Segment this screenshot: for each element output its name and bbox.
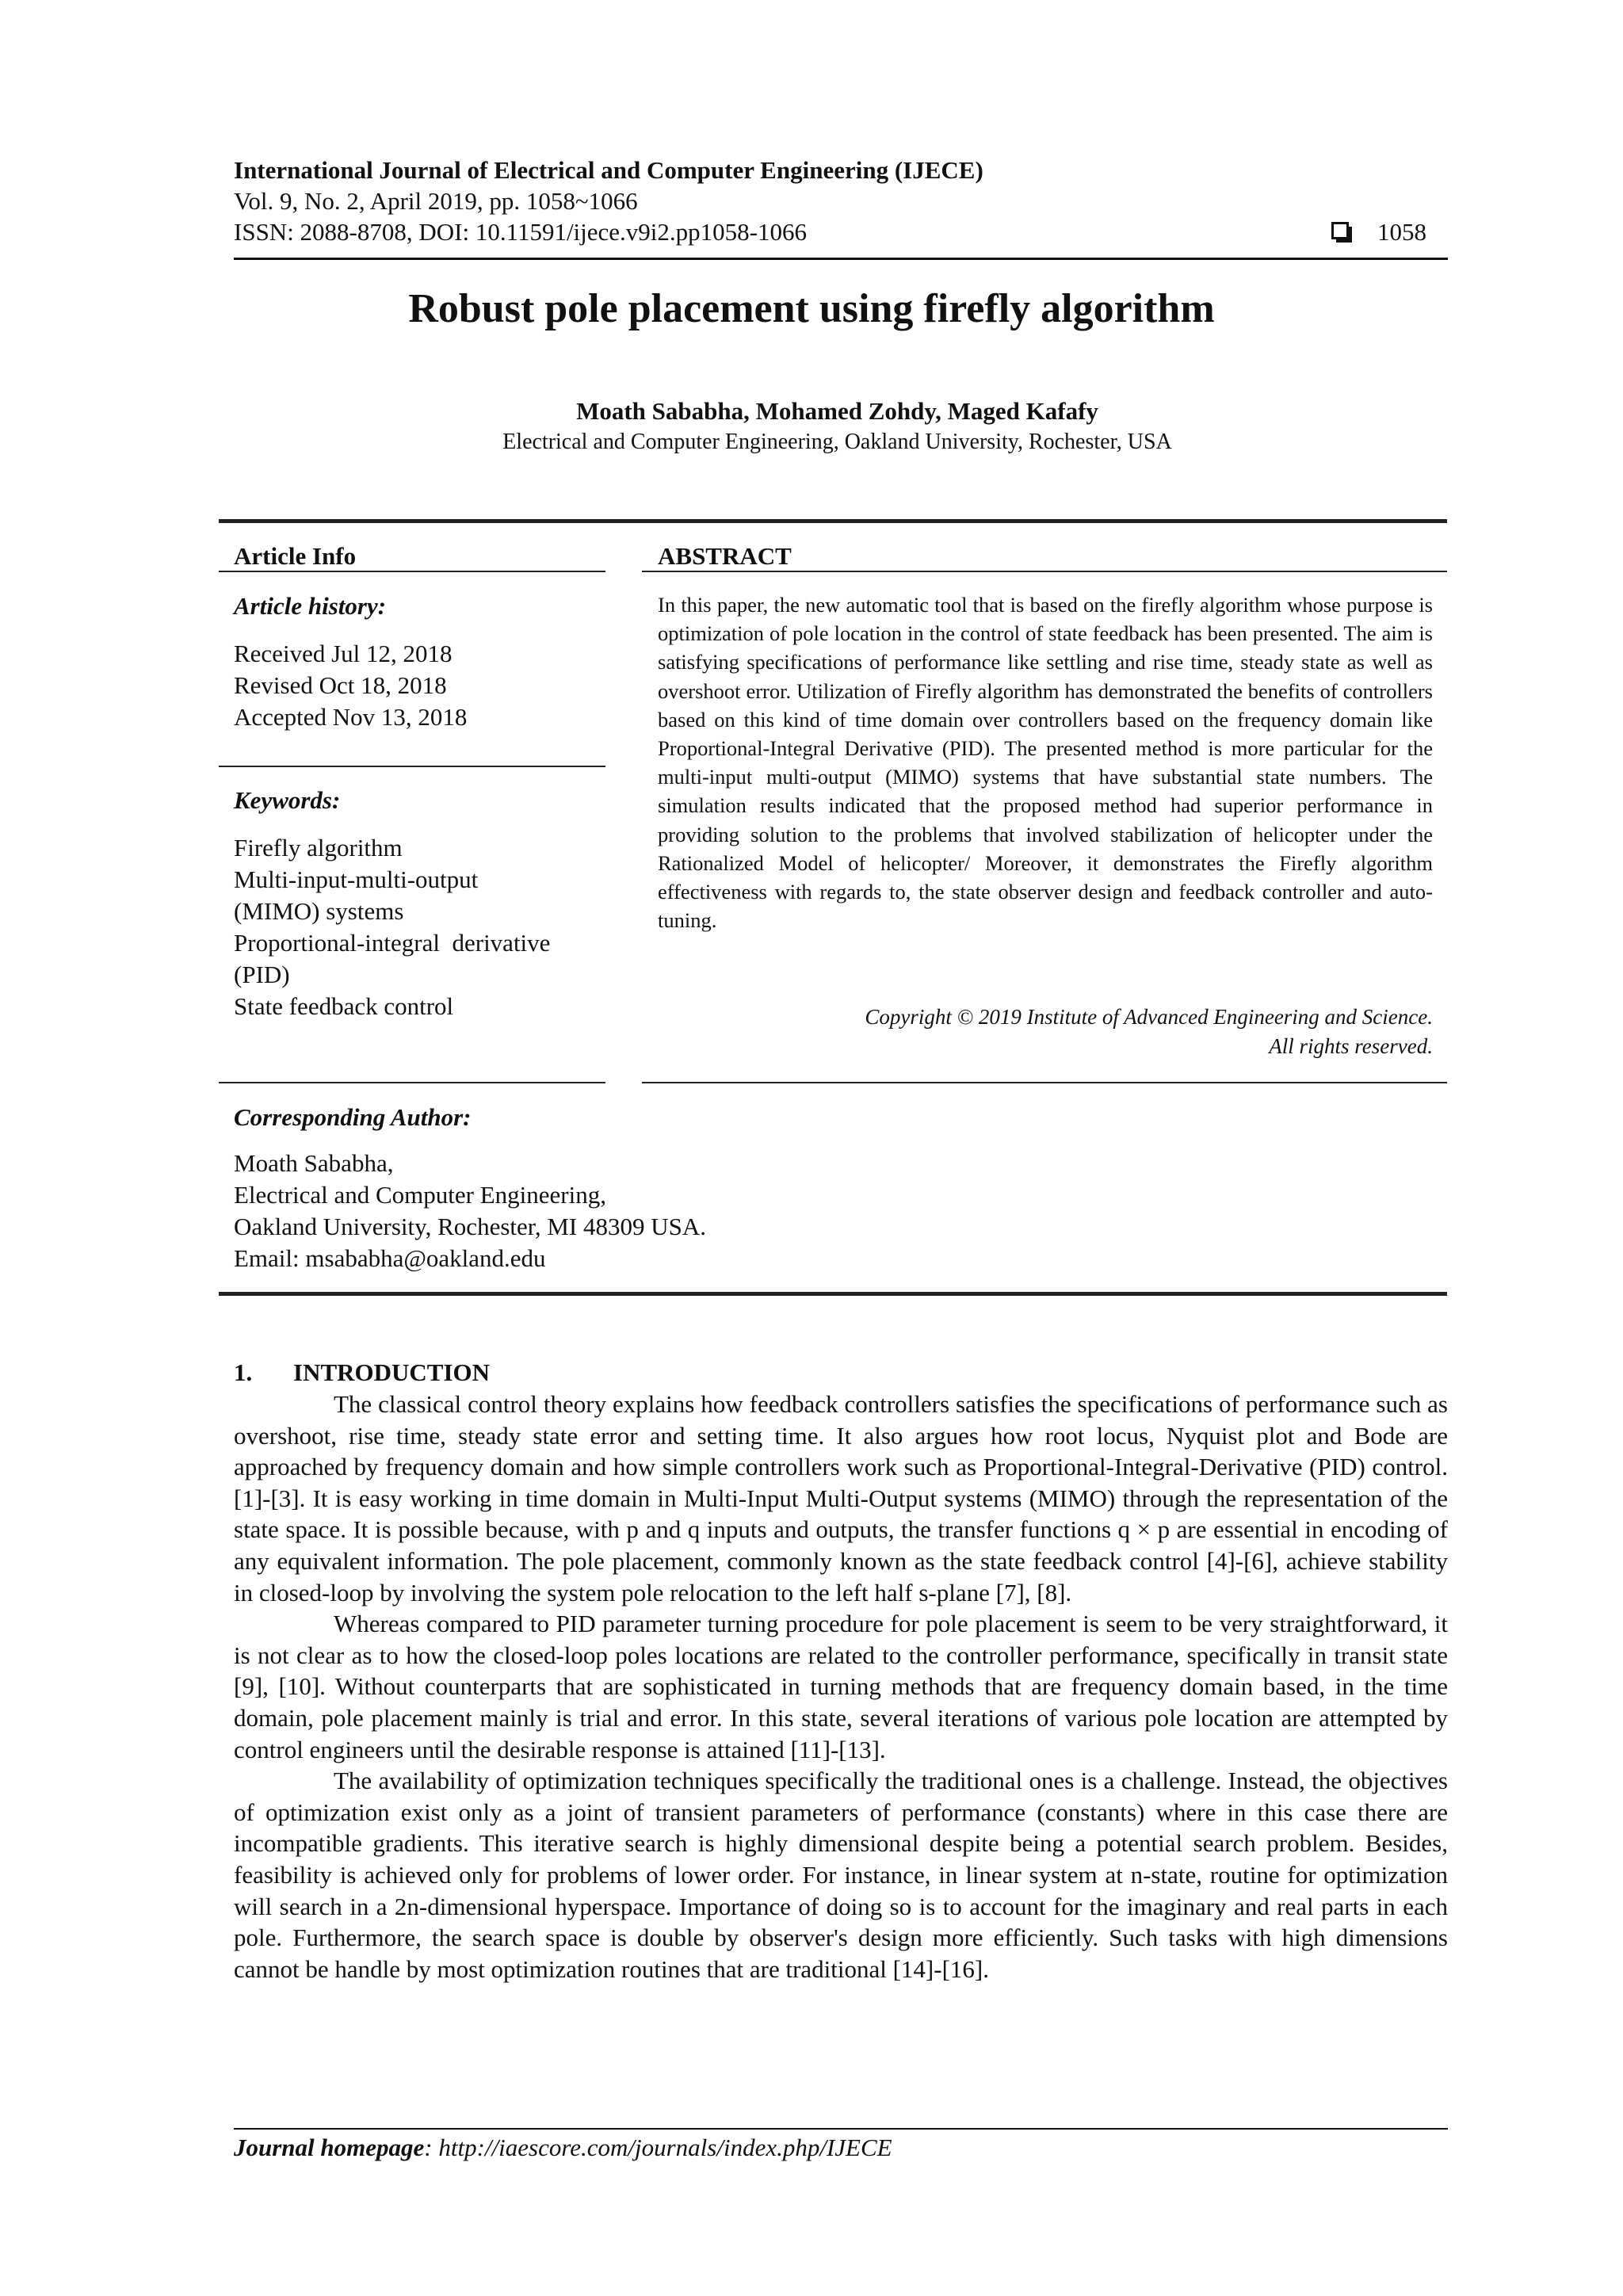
paragraph: The classical control theory explains how feedback controllers satisfies the specifications of performance such as overshoot, rise time, steady state error and setting time. It also argues how root locus, Nyquist plot and Bode are approached by frequency domain and how simple controllers work such as Proportional-Integral-Derivative (PID) control. [1]-[3]. It is easy working in time domain in Multi-Input Multi-Output systems (MIMO) through the representation of the state space. It is possible because, with p and q inputs and outputs, the transfer functions q × p are essential in encoding of any equivalent information. The pole placement, commonly known as the state feedback control [4]-[6], achieve stability in closed-loop by involving the system pole relocation to the left half s-plane [7], [8].: [234, 1390, 1448, 1606]
revised-date: Revised Oct 18, 2018: [234, 671, 447, 699]
article-history-heading: Article history:: [234, 592, 387, 620]
corresponding-author-heading: Corresponding Author:: [234, 1103, 472, 1131]
received-date: Received Jul 12, 2018: [234, 640, 453, 667]
homepage-label: Journal homepage: [234, 2134, 425, 2161]
accepted-date: Accepted Nov 13, 2018: [234, 703, 468, 731]
author-name: Moath Sababha,: [234, 1149, 394, 1177]
info-box-bottom-rule: [219, 1292, 1447, 1296]
paragraph: The availability of optimization techniques specifically the traditional ones is a challenge. Instead, the objectives of optimization exist only as a joint of transient parameters of performance (constants) where in this case there are incompatible gradients. This iterative search is highly dimensional despite being a potential search problem. Besides, feasibility is achieved only for problems of lower order. For instance, in linear system at n-state, routine for optimization will search in a 2n-dimensional hyperspace. Importance of doing so is to account for the imaginary and real parts in each pole. Furthermore, the search space is double by observer's design more efficiently. Such tasks with high dimensions cannot be handle by most optimization routines that are traditional [14]-[16].: [234, 1767, 1448, 1983]
introduction-body: [234, 1389, 1448, 1985]
section-title: INTRODUCTION: [293, 1358, 491, 1386]
journal-homepage: [234, 2132, 892, 2164]
copyright-notice: [658, 1003, 1433, 1061]
author-email: Email: msababha@oakland.edu: [234, 1244, 546, 1272]
abstract-bottom-rule: [642, 1082, 1447, 1083]
author-affiliation: Electrical and Computer Engineering, Oakland University, Rochester, USA: [502, 430, 1172, 454]
footer-divider: [234, 2128, 1448, 2130]
page-number: 1058: [1377, 218, 1426, 246]
journal-volume: Vol. 9, No. 2, April 2019, pp. 1058~1066: [234, 187, 638, 215]
section-number: 1.: [234, 1358, 253, 1386]
keywords-heading: Keywords:: [234, 786, 341, 814]
keyword-item: Proportional-integral derivative: [234, 929, 551, 957]
keyword-item: Multi-input-multi-output: [234, 865, 479, 893]
square-bullet-icon: [1331, 222, 1349, 239]
author-address: Oakland University, Rochester, MI 48309 USA.: [234, 1213, 706, 1240]
rights-line: All rights reserved.: [1269, 1034, 1433, 1058]
article-info-heading: Article Info: [234, 542, 357, 570]
abstract-text: In this paper, the new automatic tool that is based on the firefly algorithm whose purpose is optimization of pole location in the control of state feedback has been presented. The aim is satisfying specifications of performance like settling and rise time, steady state as well as overshoot error. Utilization of Firefly algorithm has demonstrated the benefits of controllers based on this kind of time domain over controllers based on the frequency domain like Proportional-Integral Derivative (PID). The presented method is more particular for the multi-input multi-output (MIMO) systems that have substantial state numbers. The simulation results indicated that the proposed method had superior performance in providing solution to the problems that involved stabilization of helicopter under the Rationalized Model of helicopter/ Moreover, it demonstrates the Firefly algorithm effectiveness with regards to, the state observer design and feedback controller and auto-tuning.: [658, 593, 1433, 933]
section-heading-introduction: [234, 1357, 490, 1389]
history-divider: [219, 766, 605, 767]
info-box-top-rule: [219, 519, 1447, 523]
copyright-line: Copyright © 2019 Institute of Advanced Engineering and Science.: [865, 1005, 1433, 1029]
journal-issn-doi: ISSN: 2088-8708, DOI: 10.11591/ijece.v9i2.pp1058-1066: [234, 218, 807, 246]
paragraph: Whereas compared to PID parameter turning procedure for pole placement is seem to be very straightforward, it is not clear as to how the closed-loop poles locations are related to the controller performance, specifically in transit state [9], [10]. Without counterparts that are sophisticated in turning methods that are frequency domain based, in the time domain, pole placement mainly is trial and error. In this state, several iterations of various pole location are attempted by control engineers until the desirable response is attained [11]-[13].: [234, 1610, 1448, 1763]
journal-name: International Journal of Electrical and Computer Engineering (IJECE): [234, 156, 983, 184]
paper-authors: Moath Sababha, Mohamed Zohdy, Maged Kafafy: [576, 397, 1098, 425]
keyword-item: (PID): [234, 961, 290, 988]
abstract-heading: ABSTRACT: [658, 542, 792, 570]
keyword-item: State feedback control: [234, 992, 454, 1020]
paper-title: Robust pole placement using firefly algorithm: [408, 286, 1215, 331]
keywords-divider: [219, 1082, 605, 1083]
homepage-url[interactable]: : http://iaescore.com/journals/index.php/IJECE: [424, 2134, 892, 2161]
header-divider: [234, 258, 1448, 260]
keyword-item: (MIMO) systems: [234, 897, 404, 925]
keyword-item: Firefly algorithm: [234, 834, 403, 861]
author-department: Electrical and Computer Engineering,: [234, 1181, 606, 1209]
